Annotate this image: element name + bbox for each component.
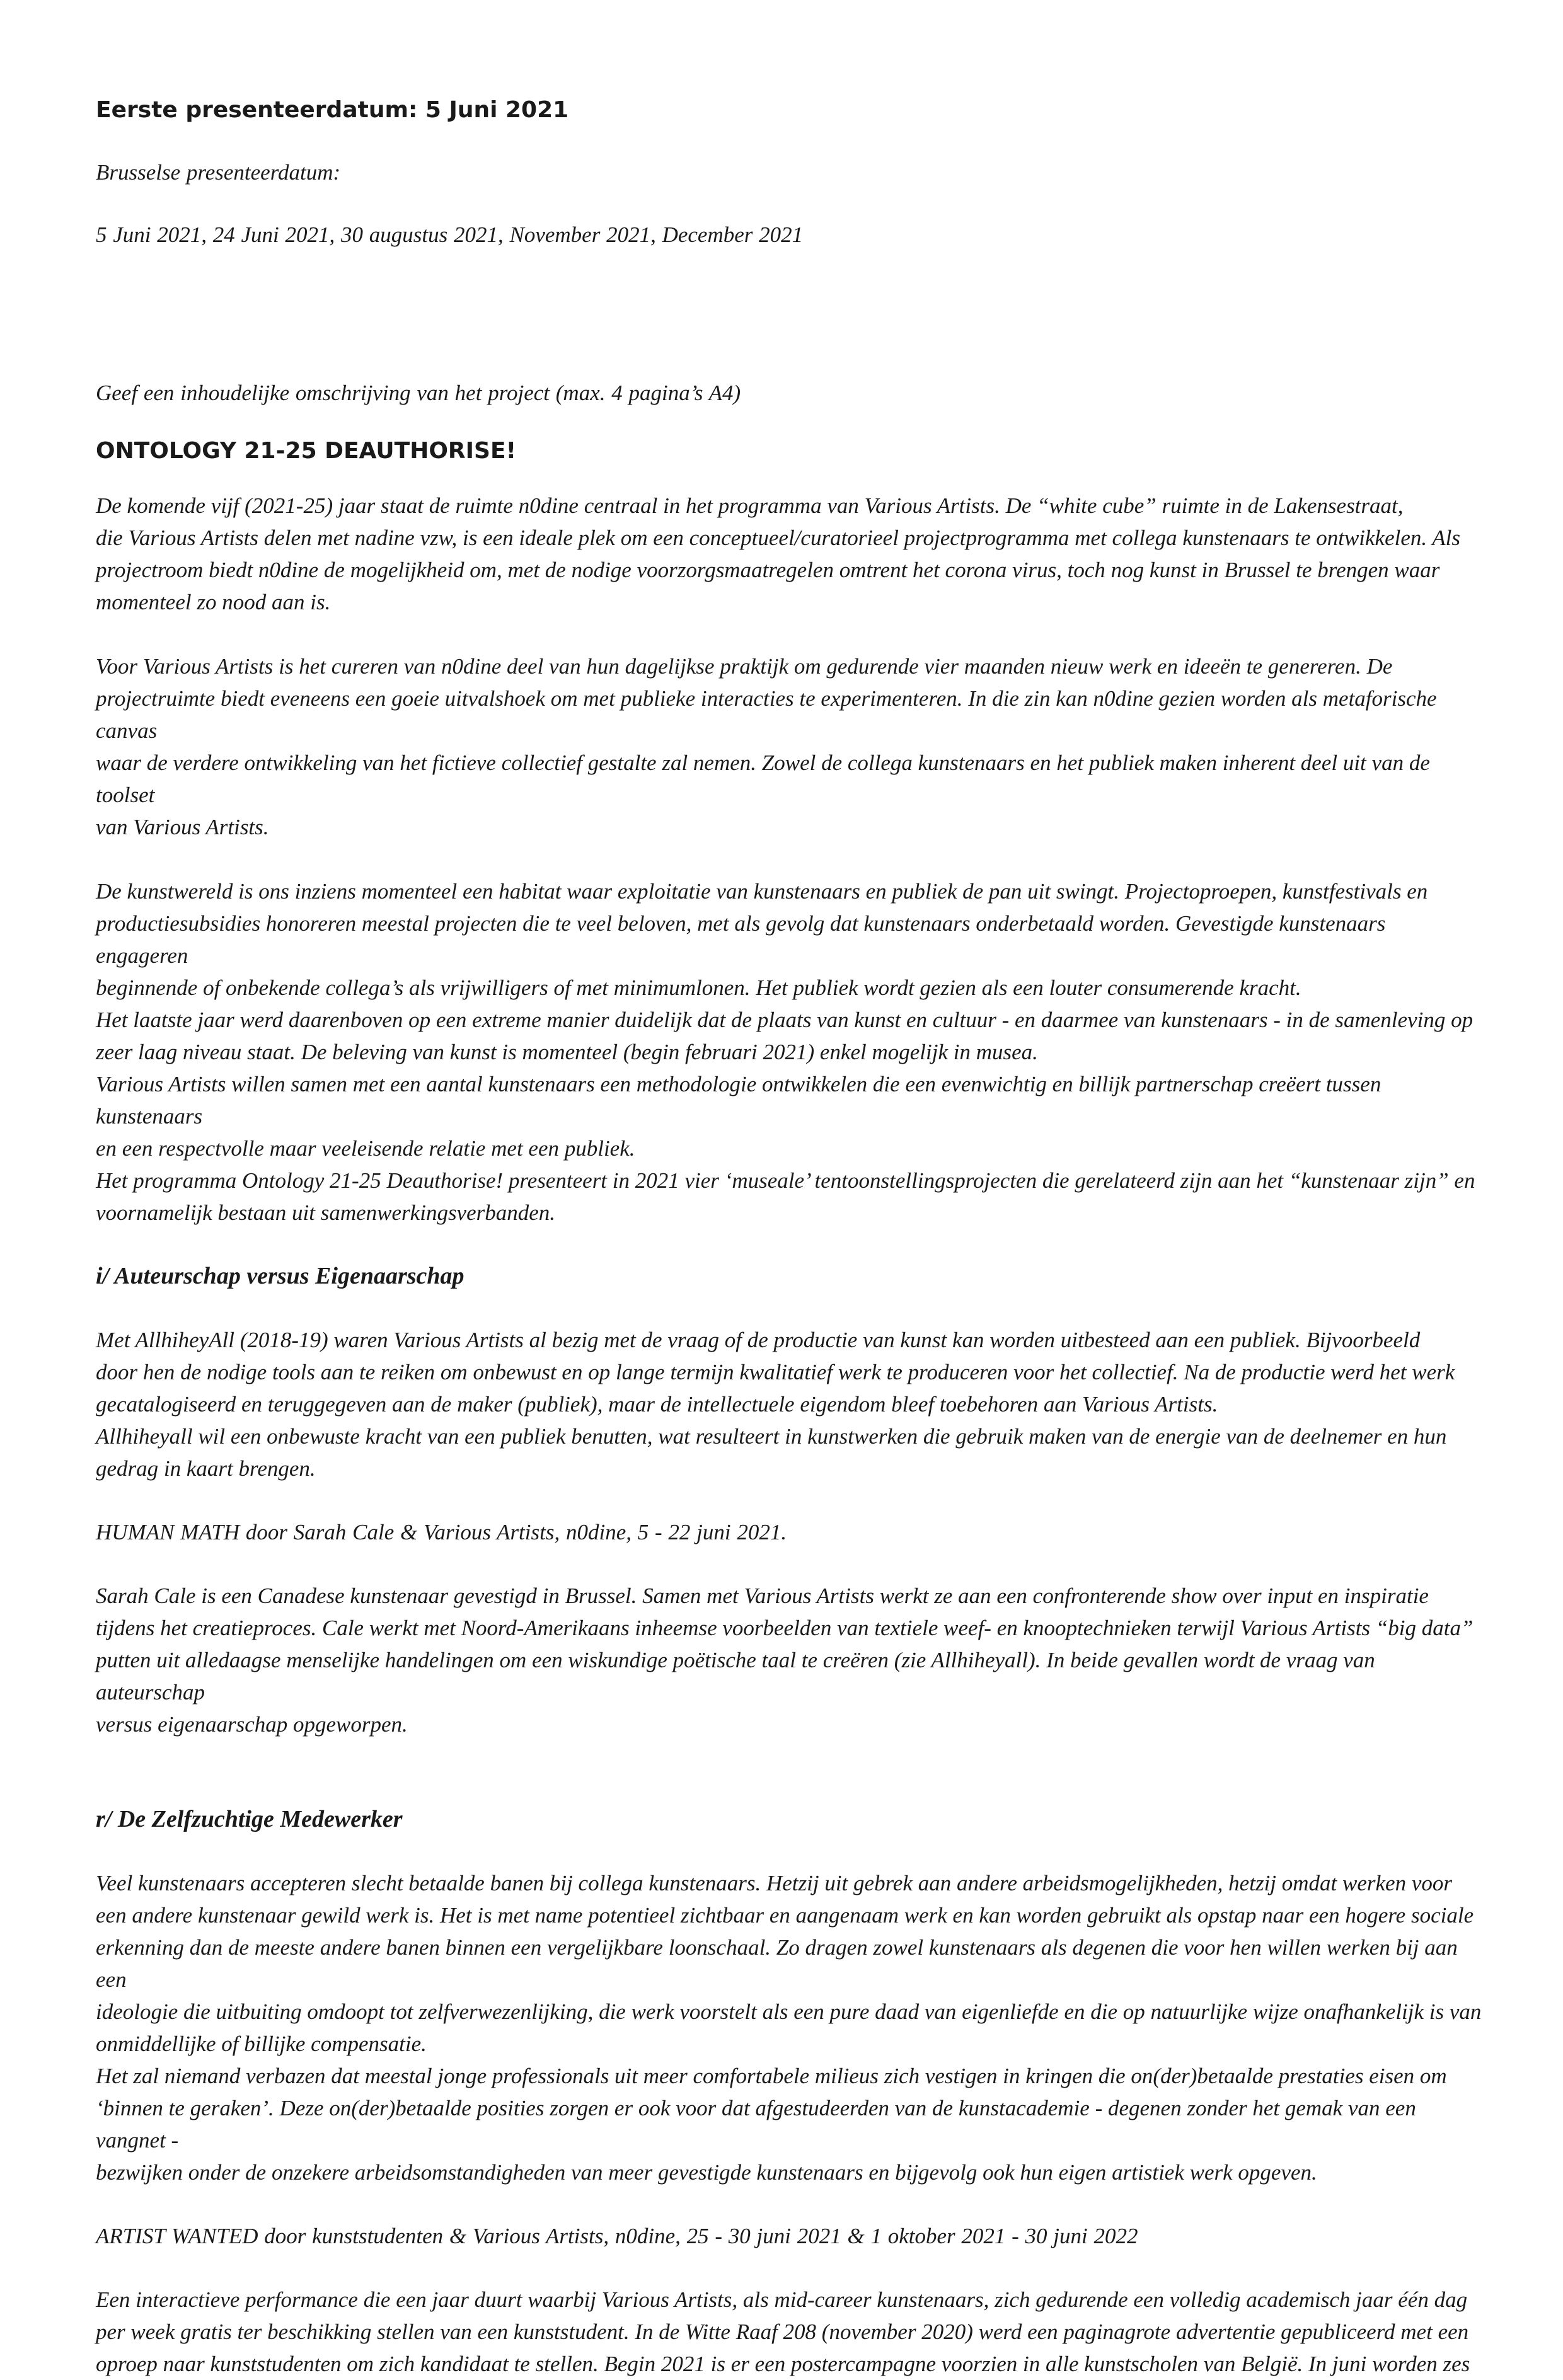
text-line: Met AllhiheyAll (2018-19) waren Various Artists al bezig met de vraag of de productie van kunst kan worden uitbesteed aan een publiek. Bijvoorbeeld: [96, 1328, 1421, 1352]
text-line: erkenning dan de meeste andere banen binnen een vergelijkbare loonschaal. Zo dragen zowel kunstenaars als degenen die voor hen willen werken bij aan een: [96, 1935, 1458, 1992]
text-line: gedrag in kaart brengen.: [96, 1456, 316, 1481]
text-line: voornamelijk bestaan uit samenwerkingsverbanden.: [96, 1200, 556, 1225]
text-line: ideologie die uitbuiting omdoopt tot zelfverwezenlijking, die werk voorstelt als een pure daad van eigenliefde en die op natuurlijke wijze onafhankelijk is van: [96, 1999, 1482, 2024]
text-line: waar de verdere ontwikkeling van het fictieve collectief gestalte zal nemen. Zowel de collega kunstenaars en het publiek maken inherent deel uit van de toolset: [96, 750, 1430, 807]
text-line: Een interactieve performance die een jaar duurt waarbij Various Artists, als mid-career kunstenaars, zich gedurende een volledig academisch jaar één dag: [96, 2287, 1468, 2312]
section-i-heading: i/ Auteurschap versus Eigenaarschap: [96, 1263, 464, 1289]
text-line: putten uit alledaagse menselijke handelingen om een wiskundige poëtische taal te creëren (zie Allhiheyall). In beide gevallen wordt de vraag van auteurschap: [96, 1648, 1375, 1705]
section-i-event: HUMAN MATH door Sarah Cale & Various Artists, n0dine, 5 - 22 juni 2021.: [96, 1520, 787, 1544]
text-line: beginnende of onbekende collega’s als vrijwilligers of met minimumlonen. Het publiek wordt gezien als een louter consumerende kracht.: [96, 975, 1301, 1000]
text-line: per week gratis ter beschikking stellen van een kunststudent. In de Witte Raaf 208 (november 2020) werd een paginagrote advertentie gepubliceerd met een: [96, 2320, 1469, 2344]
brussels-date-label: Brusselse presenteerdatum:: [96, 160, 341, 185]
text-line: gecatalogiseerd en teruggegeven aan de maker (publiek), maar de intellectuele eigendom bleef toebehoren aan Various Artists.: [96, 1392, 1218, 1417]
text-line: Allhiheyall wil een onbewuste kracht van een publiek benutten, wat resulteert in kunstwerken die gebruik maken van de energie van de deelnemer en hun: [96, 1424, 1447, 1449]
description-prompt: Geef een inhoudelijke omschrijving van het project (max. 4 pagina’s A4): [96, 381, 741, 405]
text-line: Veel kunstenaars accepteren slecht betaalde banen bij collega kunstenaars. Hetzij uit gebrek aan andere arbeidsmogelijkheden, hetzij omdat werken voor: [96, 1871, 1452, 1895]
document-page: [96, 95, 1482, 2380]
text-line: Sarah Cale is een Canadese kunstenaar gevestigd in Brussel. Samen met Various Artists werkt ze aan een confronterende show over input en inspiratie: [96, 1584, 1429, 1608]
text-line: De komende vijf (2021-25) jaar staat de ruimte n0dine centraal in het programma van Various Artists. De “white cube” ruimte in de Lakensestraat,: [96, 493, 1404, 518]
section-r-paragraph-1: [96, 1867, 1482, 2188]
text-line: Het laatste jaar werd daarenboven op een extreme manier duidelijk dat de plaats van kunst en cultuur - en daarmee van kunstenaars - in de samenleving op: [96, 1008, 1474, 1032]
section-r-paragraph-2: [96, 2284, 1482, 2380]
text-line: Various Artists willen samen met een aantal kunstenaars een methodologie ontwikkelen die een evenwichtig en billijk partnerschap creëert tussen kunstenaars: [96, 1072, 1381, 1129]
text-line: De kunstwereld is ons inziens momenteel een habitat waar exploitatie van kunstenaars en publiek de pan uit swingt. Projectoproepen, kunstfestivals en: [96, 879, 1428, 904]
text-line: Het programma Ontology 21-25 Deauthorise! presenteert in 2021 vier ‘museale’ tentoonstellingsprojecten die gerelateerd zijn aan het “kunstenaar zijn” en: [96, 1168, 1475, 1193]
section-i-paragraph-2: [96, 1580, 1482, 1740]
intro-paragraph-1: [96, 490, 1482, 618]
text-line: Het zal niemand verbazen dat meestal jonge professionals uit meer comfortabele milieus zich vestigen in kringen die on(der)betaalde prestaties eisen om: [96, 2064, 1447, 2088]
text-line: productiesubsidies honoreren meestal projecten die te veel beloven, met als gevolg dat kunstenaars onderbetaald worden. Gevestigde kunstenaars engageren: [96, 911, 1386, 968]
brussels-dates: 5 Juni 2021, 24 Juni 2021, 30 augustus 2021, November 2021, December 2021: [96, 222, 804, 247]
text-line: Voor Various Artists is het cureren van n0dine deel van hun dagelijkse praktijk om gedurende vier maanden nieuw werk en ideeën te genereren. De: [96, 654, 1393, 679]
text-line: zeer laag niveau staat. De beleving van kunst is momenteel (begin februari 2021) enkel mogelijk in musea.: [96, 1040, 1038, 1064]
text-line: een andere kunstenaar gewild werk is. Het is met name potentieel zichtbaar en aangenaam werk en kan worden gebruikt als opstap naar een hogere sociale: [96, 1903, 1474, 1928]
text-line: die Various Artists delen met nadine vzw, is een ideale plek om een conceptueel/curatorieel projectprogramma met collega kunstenaars te ontwikkelen. Als: [96, 526, 1460, 550]
section-i-paragraph-1: [96, 1324, 1482, 1485]
text-line: projectruimte biedt eveneens een goeie uitvalshoek om met publieke interacties te experimenteren. In die zin kan n0dine gezien worden als metaforische canvas: [96, 686, 1437, 743]
text-line: onmiddellijke of billijke compensatie.: [96, 2032, 427, 2056]
first-presentation-date-heading: Eerste presenteerdatum: 5 Juni 2021: [96, 97, 569, 123]
text-line: ‘binnen te geraken’. Deze on(der)betaalde posities zorgen er ook voor dat afgestudeerden van de kunstacademie - degenen zonder het gemak van een vangnet -: [96, 2096, 1416, 2153]
text-line: oproep naar kunststudenten om zich kandidaat te stellen. Begin 2021 is er een postercampagne voorzien in alle kunstscholen van België. In juni worden zes: [96, 2352, 1470, 2376]
text-line: bezwijken onder de onzekere arbeidsomstandigheden van meer gevestigde kunstenaars en bijgevolg ook hun eigen artistiek werk opgeven.: [96, 2160, 1317, 2185]
text-line: door hen de nodige tools aan te reiken om onbewust en op lange termijn kwalitatief werk te produceren voor het collectief. Na de productie werd het werk: [96, 1360, 1455, 1384]
project-title: ONTOLOGY 21-25 DEAUTHORISE!: [96, 438, 516, 464]
intro-paragraph-2: [96, 650, 1482, 843]
text-line: projectroom biedt n0dine de mogelijkheid om, met de nodige voorzorgsmaatregelen omtrent het corona virus, toch nog kunst in Brussel te brengen waar: [96, 558, 1440, 582]
section-r-heading: r/ De Zelfzuchtige Medewerker: [96, 1806, 403, 1832]
section-r-event: ARTIST WANTED door kunststudenten & Various Artists, n0dine, 25 - 30 juni 2021 & 1 oktober 2021 - 30 juni 2022: [96, 2224, 1138, 2248]
text-line: tijdens het creatieproces. Cale werkt met Noord-Amerikaans inheemse voorbeelden van textiele weef- en knooptechnieken terwijl Various Artists “big data”: [96, 1616, 1474, 1640]
text-line: momenteel zo nood aan is.: [96, 590, 331, 614]
text-line: versus eigenaarschap opgeworpen.: [96, 1712, 408, 1737]
intro-paragraph-3: [96, 875, 1482, 1229]
text-line: van Various Artists.: [96, 815, 269, 839]
text-line: en een respectvolle maar veeleisende relatie met een publiek.: [96, 1136, 635, 1161]
